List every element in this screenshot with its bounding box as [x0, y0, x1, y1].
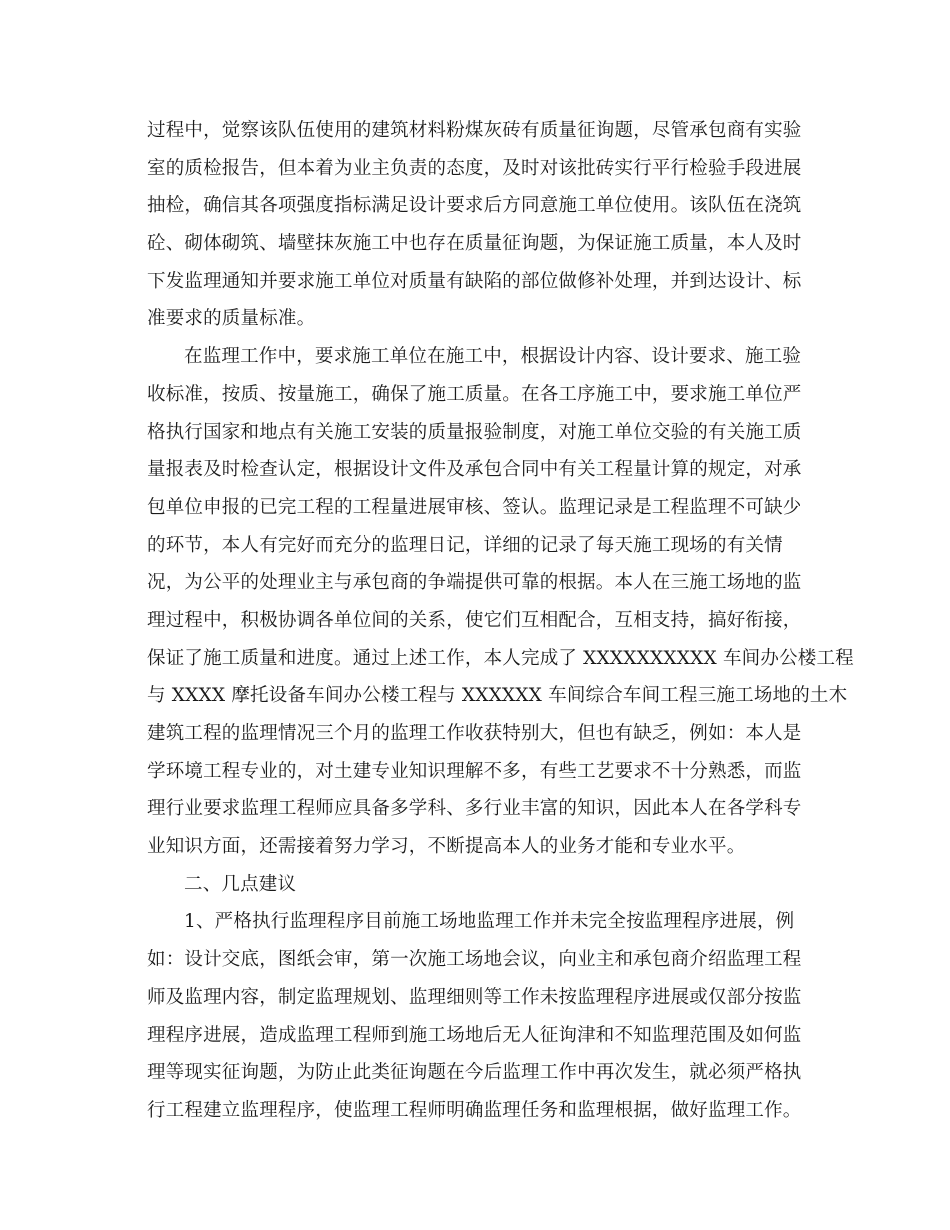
text-line: 况，为公平的处理业主与承包商的争端提供可靠的根据。本人在三施工场地的监: [147, 572, 802, 594]
text-line: 学环境工程专业的，对土建专业知识理解不多，有些工艺要求不十分熟悉，而监: [147, 760, 802, 782]
text-line: 理等现实征询题，为防止此类征询题在今后监理工作中再次发生，就必须严格执: [147, 1062, 802, 1084]
text-line: 理行业要求监理工程师应具备多学科、多行业丰富的知识，因此本人在各学科专: [147, 798, 802, 820]
text-line: 量报表及时检查认定，根据设计文件及承包合同中有关工程量计算的规定，对承: [147, 459, 802, 481]
text-line: 与 XXXX 摩托设备车间办公楼工程与 XXXXXX 车间综合车间工程三施工场地的土木: [147, 685, 848, 707]
text-line: 收标准，按质、按量施工，确保了施工质量。在各工序施工中，要求施工单位严: [147, 383, 802, 405]
section-heading: 二、几点建议: [184, 873, 297, 895]
text-line: 的环节，本人有完好而充分的监理日记，详细的记录了每天施工现场的有关情: [147, 534, 783, 556]
text-line: 理过程中，积极协调各单位间的关系，使它们互相配合，互相支持，搞好衔接，: [147, 609, 802, 631]
text-line: 过程中，觉察该队伍使用的建筑材料粉煤灰砖有质量征询题，尽管承包商有实验: [147, 120, 802, 141]
text-line: 行工程建立监理程序，使监理工程师明确监理任务和监理根据，做好监理工作。: [147, 1099, 802, 1121]
text-line: 建筑工程的监理情况三个月的监理工作收获特别大，但也有缺乏，例如：本人是: [147, 723, 802, 744]
text-line: 砼、砌体砌筑、墙壁抹灰施工中也存在质量征询题，为保证施工质量，本人及时: [147, 233, 802, 255]
text-line: 准要求的质量标准。: [147, 308, 316, 330]
text-line: 格执行国家和地点有关施工安装的质量报验制度，对施工单位交验的有关施工质: [147, 421, 802, 443]
text-line: 室的质检报告，但本着为业主负责的态度，及时对该批砖实行平行检验手段进展: [147, 157, 802, 179]
paragraph-first-line: 在监理工作中，要求施工单位在施工中，根据设计内容、设计要求、施工验: [184, 346, 802, 368]
paragraph-first-line: 1、严格执行监理程序目前施工场地监理工作并未完全按监理程序进展，例: [184, 911, 795, 933]
text-line: 如：设计交底，图纸会审，第一次施工场地会议，向业主和承包商介绍监理工程: [147, 949, 802, 971]
text-line: 师及监理内容，制定监理规划、监理细则等工作未按监理程序进展或仅部分按监: [147, 986, 802, 1008]
text-line: 业知识方面，还需接着努力学习，不断提高本人的业务才能和专业水平。: [147, 836, 746, 858]
text-line: 理程序进展，造成监理工程师到施工场地后无人征询津和不知监理范围及如何监: [147, 1024, 802, 1046]
text-line: 下发监理通知并要求施工单位对质量有缺陷的部位做修补处理，并到达设计、标: [147, 270, 802, 292]
text-line: 包单位申报的已完工程的工程量进展审核、签认。监理记录是工程监理不可缺少: [147, 496, 802, 518]
document-body: [147, 112, 854, 1130]
text-line: 抽检，确信其各项强度指标满足设计要求后方同意施工单位使用。该队伍在浇筑: [147, 195, 802, 217]
text-line: 保证了施工质量和进度。通过上述工作，本人完成了 XXXXXXXXXX 车间办公楼工程: [147, 647, 854, 669]
